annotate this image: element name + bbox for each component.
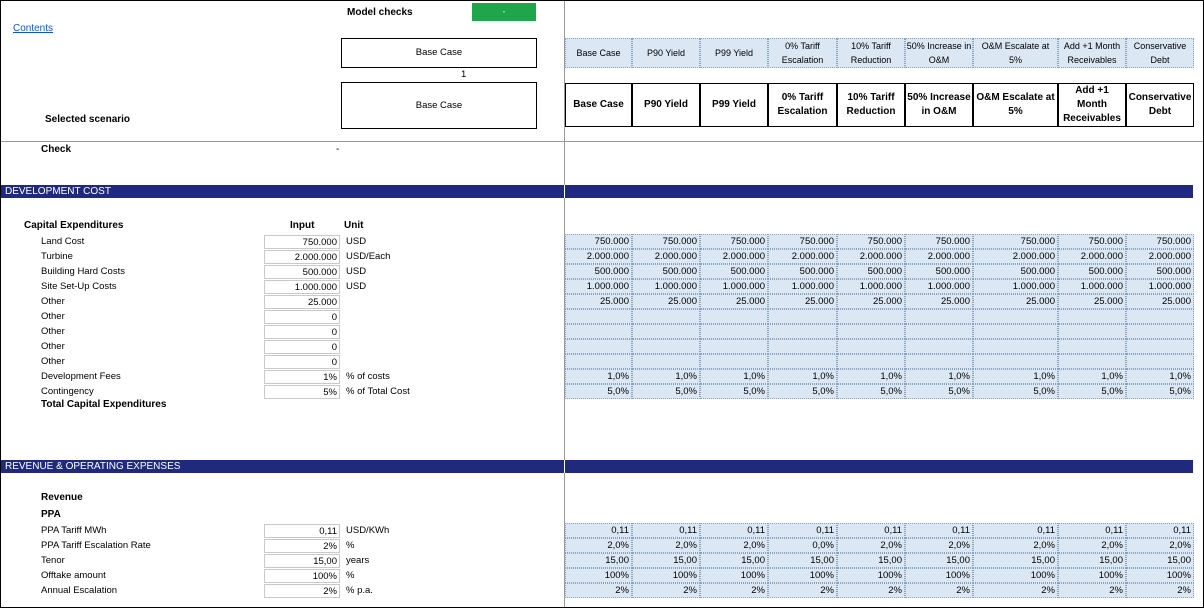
- selected-scenario-box: [341, 82, 537, 129]
- scenario-cell[interactable]: 750.000: [837, 234, 905, 249]
- scenario-cell[interactable]: 750.000: [1126, 234, 1194, 249]
- scenario-cell[interactable]: [700, 354, 768, 369]
- scenario-cell[interactable]: 1,0%: [973, 369, 1058, 384]
- scenario-cell[interactable]: 0,11: [768, 523, 837, 538]
- scenario-title-5: 10% Tariff Reduction: [837, 83, 905, 127]
- section-title: DEVELOPMENT COST: [5, 186, 111, 197]
- scenario-cell[interactable]: 2.000.000: [837, 249, 905, 264]
- scenario-cell[interactable]: 1,0%: [905, 369, 973, 384]
- check-label: Check: [41, 144, 72, 155]
- scenario-selector-box[interactable]: [341, 38, 537, 68]
- scenario-cell[interactable]: [973, 339, 1058, 354]
- row-label: PPA Tariff MWh: [41, 525, 107, 536]
- scenario-cell[interactable]: 25.000: [1126, 294, 1194, 309]
- scenario-cell[interactable]: [973, 354, 1058, 369]
- scenario-cell[interactable]: 5,0%: [565, 384, 632, 399]
- scenario-cell[interactable]: 2%: [700, 583, 768, 598]
- scenario-cell[interactable]: [632, 309, 700, 324]
- scenario-cell[interactable]: 2,0%: [700, 538, 768, 553]
- scenario-cell[interactable]: [837, 324, 905, 339]
- unit-label: USD/KWh: [346, 525, 390, 536]
- scenario-header-5: 10% Tariff Reduction: [837, 38, 905, 68]
- scenario-cell[interactable]: 5,0%: [905, 384, 973, 399]
- row-label: Turbine: [41, 251, 73, 262]
- row-label: PPA Tariff Escalation Rate: [41, 540, 151, 551]
- scenario-cell[interactable]: [700, 339, 768, 354]
- contents-link[interactable]: Contents: [13, 23, 54, 34]
- section-title: REVENUE & OPERATING EXPENSES: [5, 461, 181, 472]
- unit-label: USD: [346, 266, 367, 277]
- scenario-cell[interactable]: [565, 354, 632, 369]
- row-label: Tenor: [41, 555, 65, 566]
- row-label: Other: [41, 356, 65, 367]
- row-label: Other: [41, 326, 65, 337]
- scenario-title-7: O&M Escalate at 5%: [973, 83, 1058, 127]
- scenario-cell[interactable]: 2.000.000: [1058, 249, 1126, 264]
- scenario-cell[interactable]: [1126, 354, 1194, 369]
- scenario-cell[interactable]: 1,0%: [700, 369, 768, 384]
- scenario-cell[interactable]: 1.000.000: [837, 279, 905, 294]
- scenario-cell[interactable]: 1.000.000: [973, 279, 1058, 294]
- scenario-cell[interactable]: 2,0%: [973, 538, 1058, 553]
- scenario-cell[interactable]: 2,0%: [837, 538, 905, 553]
- scenario-header-3: P99 Yield: [700, 38, 768, 68]
- scenario-cell[interactable]: [565, 309, 632, 324]
- selected-scenario-value: Base Case: [415, 100, 463, 111]
- scenario-cell[interactable]: 2.000.000: [1126, 249, 1194, 264]
- scenario-cell[interactable]: 2.000.000: [565, 249, 632, 264]
- scenario-cell[interactable]: 500.000: [837, 264, 905, 279]
- scenario-cell[interactable]: 2%: [837, 583, 905, 598]
- row-label: Other: [41, 341, 65, 352]
- scenario-cell[interactable]: 750.000: [1058, 234, 1126, 249]
- scenario-cell[interactable]: 1,0%: [768, 369, 837, 384]
- scenario-cell[interactable]: [700, 324, 768, 339]
- divider: [1, 141, 1203, 142]
- check-value: -: [336, 144, 340, 155]
- scenario-cell[interactable]: [632, 354, 700, 369]
- scenario-selector-value: Base Case: [415, 47, 463, 58]
- scenario-cell[interactable]: 15,00: [768, 553, 837, 568]
- scenario-cell[interactable]: 2%: [768, 583, 837, 598]
- scenario-cell[interactable]: 15,00: [905, 553, 973, 568]
- unit-label: %: [346, 570, 355, 581]
- input-cell[interactable]: 2%: [264, 584, 340, 598]
- scenario-header-9: Conservative Debt: [1126, 38, 1194, 68]
- scenario-cell[interactable]: 5,0%: [837, 384, 905, 399]
- scenario-cell[interactable]: 100%: [905, 568, 973, 583]
- scenario-cell[interactable]: 500.000: [700, 264, 768, 279]
- scenario-cell[interactable]: 15,00: [973, 553, 1058, 568]
- scenario-title-4: 0% Tariff Escalation: [768, 83, 837, 127]
- scenario-header-7: O&M Escalate at 5%: [973, 38, 1058, 68]
- scenario-cell[interactable]: [700, 309, 768, 324]
- scenario-cell[interactable]: 5,0%: [700, 384, 768, 399]
- scenario-cell[interactable]: 2,0%: [1058, 538, 1126, 553]
- scenario-cell[interactable]: [1126, 309, 1194, 324]
- scenario-cell[interactable]: [1126, 324, 1194, 339]
- scenario-cell[interactable]: 750.000: [565, 234, 632, 249]
- scenario-cell[interactable]: [1058, 324, 1126, 339]
- scenario-cell[interactable]: 0,11: [565, 523, 632, 538]
- scenario-cell[interactable]: 2%: [565, 583, 632, 598]
- unit-label: % p.a.: [346, 585, 373, 596]
- scenario-number: 1: [461, 69, 467, 80]
- scenario-cell[interactable]: 750.000: [973, 234, 1058, 249]
- scenario-cell[interactable]: 15,00: [632, 553, 700, 568]
- scenario-title-9: Conservative Debt: [1126, 83, 1194, 127]
- input-cell[interactable]: 100%: [264, 569, 340, 583]
- input-cell[interactable]: 5%: [264, 385, 340, 399]
- scenario-cell[interactable]: 0,11: [905, 523, 973, 538]
- scenario-cell[interactable]: 100%: [1058, 568, 1126, 583]
- scenario-cell[interactable]: 2.000.000: [905, 249, 973, 264]
- scenario-cell[interactable]: 25.000: [768, 294, 837, 309]
- scenario-cell[interactable]: [768, 324, 837, 339]
- unit-label: USD: [346, 281, 367, 292]
- scenario-cell[interactable]: 100%: [768, 568, 837, 583]
- scenario-cell[interactable]: 5,0%: [1126, 384, 1194, 399]
- scenario-cell[interactable]: 2.000.000: [768, 249, 837, 264]
- unit-label: % of Total Cost: [346, 386, 410, 397]
- scenario-cell[interactable]: 0,0%: [768, 538, 837, 553]
- scenario-cell[interactable]: 500.000: [1126, 264, 1194, 279]
- scenario-cell[interactable]: 2,0%: [905, 538, 973, 553]
- scenario-cell[interactable]: [1058, 354, 1126, 369]
- selected-scenario-label: Selected scenario: [45, 114, 131, 125]
- scenario-cell[interactable]: 15,00: [565, 553, 632, 568]
- scenario-cell[interactable]: [837, 309, 905, 324]
- scenario-cell[interactable]: 2.000.000: [973, 249, 1058, 264]
- scenario-cell[interactable]: 0,11: [700, 523, 768, 538]
- scenario-cell[interactable]: [837, 354, 905, 369]
- scenario-cell[interactable]: [632, 324, 700, 339]
- scenario-cell[interactable]: 750.000: [632, 234, 700, 249]
- scenario-cell[interactable]: [1058, 339, 1126, 354]
- scenario-cell[interactable]: 1.000.000: [1058, 279, 1126, 294]
- unit-label: years: [346, 555, 370, 566]
- scenario-cell[interactable]: 1.000.000: [905, 279, 973, 294]
- scenario-cell[interactable]: 750.000: [700, 234, 768, 249]
- model-checks-label: Model checks: [347, 7, 413, 18]
- section-bar-revenue-opex: [1, 460, 1193, 473]
- scenario-cell[interactable]: 2%: [905, 583, 973, 598]
- scenario-cell[interactable]: 15,00: [1058, 553, 1126, 568]
- row-label: Contingency: [41, 386, 94, 397]
- input-cell[interactable]: 0: [264, 325, 340, 339]
- scenario-cell[interactable]: [768, 354, 837, 369]
- input-cell[interactable]: 1.000.000: [264, 280, 340, 294]
- scenario-title-6: 50% Increase in O&M: [905, 83, 973, 127]
- scenario-cell[interactable]: 1,0%: [1126, 369, 1194, 384]
- scenario-cell[interactable]: [973, 324, 1058, 339]
- scenario-cell[interactable]: 500.000: [1058, 264, 1126, 279]
- scenario-cell[interactable]: 2%: [632, 583, 700, 598]
- scenario-title-2: P90 Yield: [632, 83, 700, 127]
- scenario-header-2: P90 Yield: [632, 38, 700, 68]
- row-label: Development Fees: [41, 371, 121, 382]
- scenario-cell[interactable]: 100%: [700, 568, 768, 583]
- scenario-header-4: 0% Tariff Escalation: [768, 38, 837, 68]
- scenario-cell[interactable]: 0,11: [973, 523, 1058, 538]
- scenario-cell[interactable]: [632, 339, 700, 354]
- scenario-cell[interactable]: 25.000: [565, 294, 632, 309]
- input-cell[interactable]: 0: [264, 310, 340, 324]
- scenario-cell[interactable]: 0,11: [1058, 523, 1126, 538]
- scenario-cell[interactable]: [905, 324, 973, 339]
- scenario-cell[interactable]: 1,0%: [837, 369, 905, 384]
- scenario-cell[interactable]: 5,0%: [768, 384, 837, 399]
- row-label: Annual Escalation: [41, 585, 118, 596]
- scenario-cell[interactable]: 5,0%: [632, 384, 700, 399]
- scenario-cell[interactable]: 5,0%: [973, 384, 1058, 399]
- scenario-cell[interactable]: 500.000: [905, 264, 973, 279]
- section-bar-development-cost: [1, 185, 1193, 198]
- scenario-cell[interactable]: 15,00: [700, 553, 768, 568]
- row-label: Land Cost: [41, 236, 85, 247]
- scenario-cell[interactable]: 1,0%: [1058, 369, 1126, 384]
- scenario-cell[interactable]: 100%: [632, 568, 700, 583]
- scenario-cell[interactable]: 0,11: [837, 523, 905, 538]
- scenario-cell[interactable]: [1058, 309, 1126, 324]
- scenario-cell[interactable]: 500.000: [632, 264, 700, 279]
- scenario-cell[interactable]: [905, 309, 973, 324]
- unit-label: USD/Each: [346, 251, 391, 262]
- scenario-title-1: Base Case: [565, 83, 632, 127]
- input-cell[interactable]: 750.000: [264, 235, 340, 249]
- scenario-cell[interactable]: [837, 339, 905, 354]
- revenue-title: Revenue: [41, 492, 83, 503]
- scenario-cell[interactable]: 25.000: [1058, 294, 1126, 309]
- row-label: Offtake amount: [41, 570, 106, 581]
- capex-title: Capital Expenditures: [24, 220, 124, 231]
- scenario-cell[interactable]: 500.000: [565, 264, 632, 279]
- scenario-cell[interactable]: [768, 309, 837, 324]
- input-cell[interactable]: 0: [264, 340, 340, 354]
- scenario-cell[interactable]: [905, 339, 973, 354]
- total-capex-label: Total Capital Expenditures: [41, 399, 167, 410]
- scenario-cell[interactable]: 100%: [1126, 568, 1194, 583]
- scenario-cell[interactable]: [768, 339, 837, 354]
- scenario-cell[interactable]: 0,11: [1126, 523, 1194, 538]
- scenario-cell[interactable]: [905, 354, 973, 369]
- section-bar-separator: [564, 185, 565, 198]
- scenario-cell[interactable]: 1.000.000: [768, 279, 837, 294]
- unit-label: % of costs: [346, 371, 390, 382]
- row-label: Other: [41, 311, 65, 322]
- scenario-header-8: Add +1 Month Receivables: [1058, 38, 1126, 68]
- scenario-cell[interactable]: 1.000.000: [632, 279, 700, 294]
- unit-label: %: [346, 540, 355, 551]
- scenario-cell[interactable]: 500.000: [768, 264, 837, 279]
- scenario-cell[interactable]: 2.000.000: [700, 249, 768, 264]
- scenario-cell[interactable]: 2%: [973, 583, 1058, 598]
- scenario-cell[interactable]: 750.000: [905, 234, 973, 249]
- input-cell[interactable]: 500.000: [264, 265, 340, 279]
- scenario-cell[interactable]: 1.000.000: [565, 279, 632, 294]
- scenario-cell[interactable]: 500.000: [973, 264, 1058, 279]
- input-cell[interactable]: 0: [264, 355, 340, 369]
- input-cell[interactable]: 15,00: [264, 554, 340, 568]
- scenario-title-8: Add +1 Month Receivables: [1058, 83, 1126, 127]
- scenario-cell[interactable]: 5,0%: [1058, 384, 1126, 399]
- unit-header: Unit: [344, 220, 364, 231]
- scenario-cell[interactable]: 1.000.000: [1126, 279, 1194, 294]
- scenario-cell[interactable]: 1,0%: [632, 369, 700, 384]
- scenario-cell[interactable]: 15,00: [837, 553, 905, 568]
- row-label: Site Set-Up Costs: [41, 281, 117, 292]
- scenario-cell[interactable]: 25.000: [632, 294, 700, 309]
- input-header: Input: [290, 220, 315, 231]
- scenario-cell[interactable]: 2%: [1126, 583, 1194, 598]
- scenario-cell[interactable]: 100%: [973, 568, 1058, 583]
- scenario-cell[interactable]: [565, 324, 632, 339]
- scenario-cell[interactable]: [973, 309, 1058, 324]
- scenario-cell[interactable]: 100%: [837, 568, 905, 583]
- scenario-cell[interactable]: 25.000: [837, 294, 905, 309]
- scenario-title-3: P99 Yield: [700, 83, 768, 127]
- scenario-cell[interactable]: [565, 339, 632, 354]
- section-bar-separator: [564, 460, 565, 473]
- input-cell[interactable]: 1%: [264, 370, 340, 384]
- scenario-cell[interactable]: 1.000.000: [700, 279, 768, 294]
- scenario-cell[interactable]: 25.000: [905, 294, 973, 309]
- scenario-cell[interactable]: 100%: [565, 568, 632, 583]
- scenario-cell[interactable]: 750.000: [768, 234, 837, 249]
- scenario-header-1: Base Case: [565, 38, 632, 68]
- input-cell[interactable]: 2%: [264, 539, 340, 553]
- scenario-cell[interactable]: 2,0%: [565, 538, 632, 553]
- scenario-cell[interactable]: 2.000.000: [632, 249, 700, 264]
- row-label: Other: [41, 296, 65, 307]
- scenario-cell[interactable]: [1126, 339, 1194, 354]
- scenario-cell[interactable]: 0,11: [632, 523, 700, 538]
- ppa-subtitle: PPA: [41, 509, 61, 520]
- input-cell[interactable]: 25.000: [264, 295, 340, 309]
- unit-label: USD: [346, 236, 367, 247]
- scenario-cell[interactable]: 2,0%: [632, 538, 700, 553]
- input-cell[interactable]: 2.000.000: [264, 250, 340, 264]
- scenario-cell[interactable]: 1,0%: [565, 369, 632, 384]
- scenario-cell[interactable]: 25.000: [700, 294, 768, 309]
- row-label: Building Hard Costs: [41, 266, 125, 277]
- scenario-cell[interactable]: 2,0%: [1126, 538, 1194, 553]
- scenario-header-6: 50% Increase in O&M: [905, 38, 973, 68]
- scenario-cell[interactable]: 2%: [1058, 583, 1126, 598]
- model-checks-indicator[interactable]: -: [472, 3, 536, 21]
- input-cell[interactable]: 0,11: [264, 524, 340, 538]
- scenario-cell[interactable]: 25.000: [973, 294, 1058, 309]
- scenario-cell[interactable]: 15,00: [1126, 553, 1194, 568]
